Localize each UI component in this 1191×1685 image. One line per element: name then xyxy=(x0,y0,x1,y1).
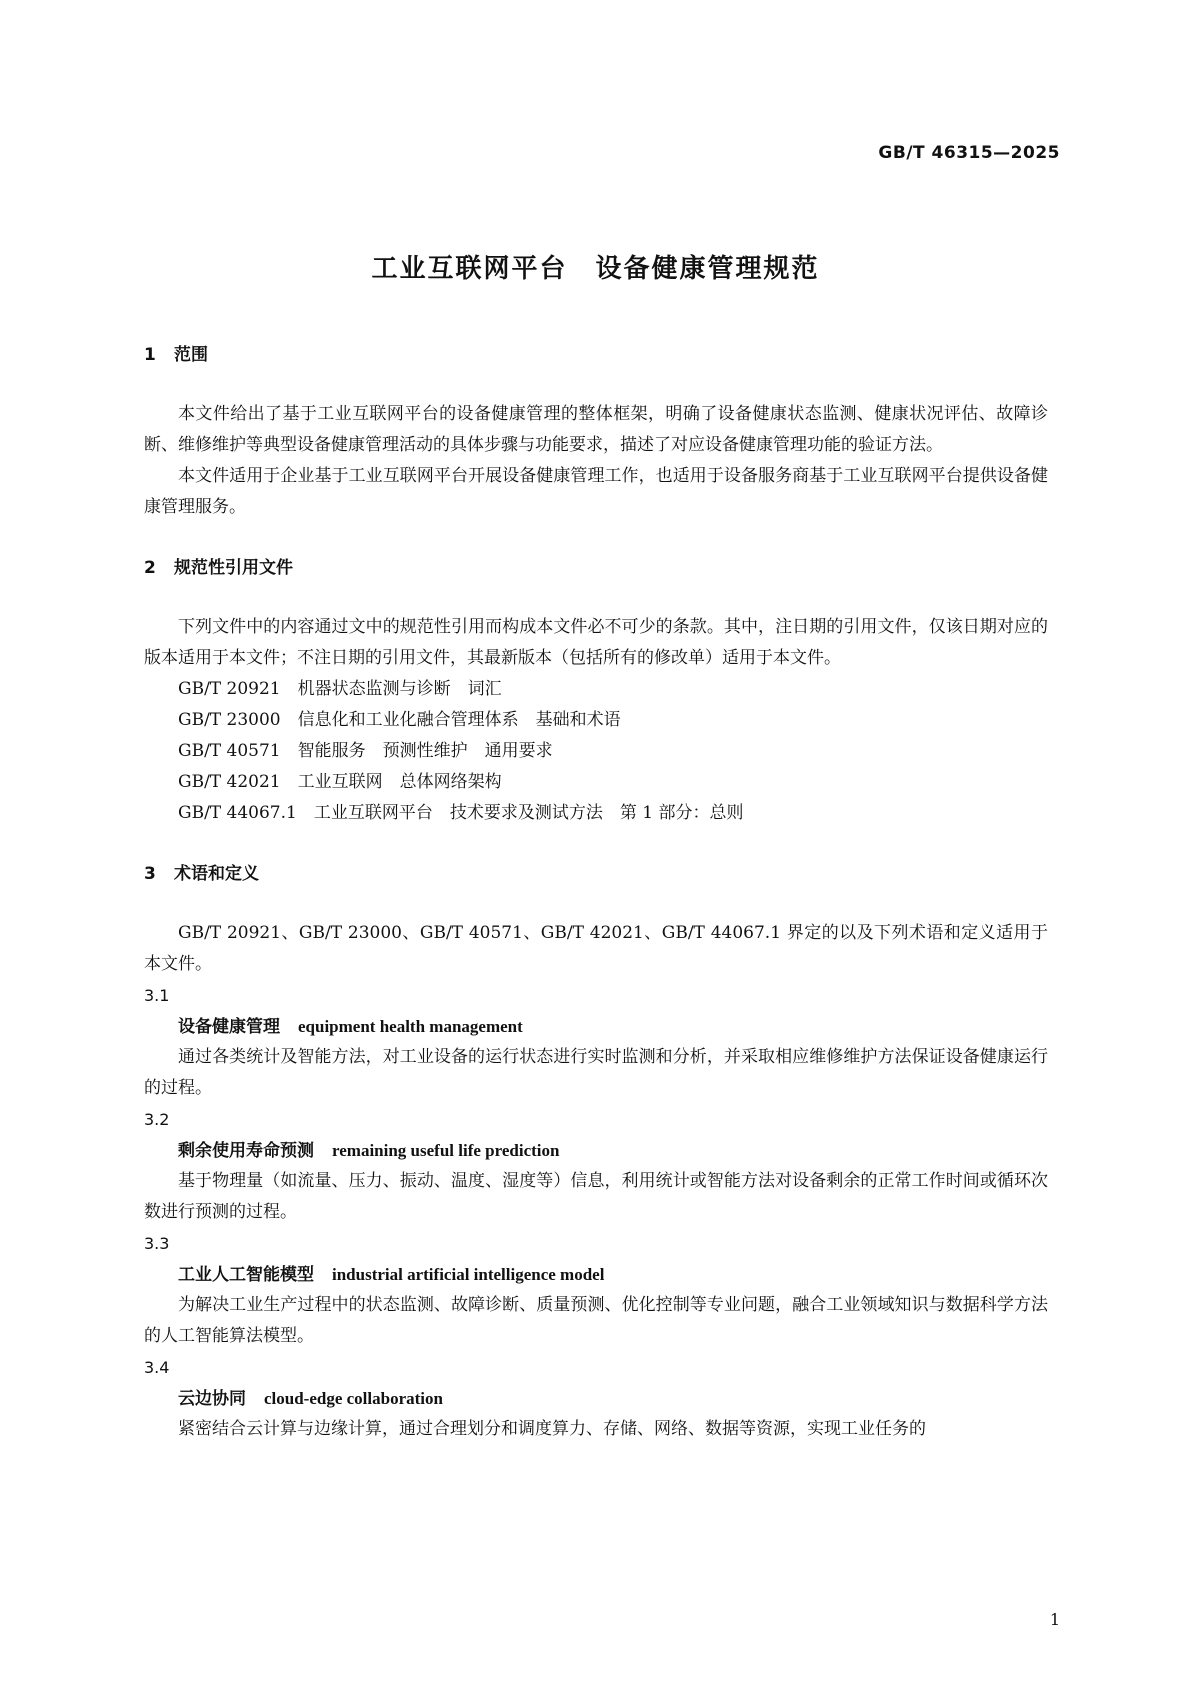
reference-item: GB/T 20921 机器状态监测与诊断 词汇 xyxy=(178,679,502,699)
term-name-en: industrial artificial intelligence model xyxy=(332,1265,605,1284)
term-name-en: cloud-edge collaboration xyxy=(264,1389,443,1408)
term-definition: 为解决工业生产过程中的状态监测、故障诊断、质量预测、优化控制等专业问题，融合工业领域知识与数据科学方法的人工智能算法模型。 xyxy=(144,1295,1048,1346)
scope-paragraph: 本文件给出了基于工业互联网平台的设备健康管理的整体框架，明确了设备健康状态监测、健康状况评估、故障诊断、维修维护等典型设备健康管理活动的具体步骤与功能要求，描述了对应设备健康管理功能的验证方法。 xyxy=(144,404,1048,455)
page-number: 1 xyxy=(1049,1610,1060,1629)
term-number: 3.1 xyxy=(144,986,170,1005)
section-heading-terms-definitions xyxy=(144,859,1048,890)
section-number: 2 xyxy=(144,558,156,578)
term-number: 3.2 xyxy=(144,1110,170,1129)
term-name-zh: 剩余使用寿命预测 xyxy=(178,1141,314,1161)
term-name-zh: 设备健康管理 xyxy=(178,1017,280,1037)
term-definition: 基于物理量（如流量、压力、振动、温度、湿度等）信息，利用统计或智能方法对设备剩余的正常工作时间或循环次数进行预测的过程。 xyxy=(144,1171,1048,1222)
document-body xyxy=(144,340,1048,1445)
document-id: GB/T 46315—2025 xyxy=(878,143,1060,163)
references-intro-paragraph: 下列文件中的内容通过文中的规范性引用而构成本文件必不可少的条款。其中，注日期的引用文件，仅该日期对应的版本适用于本文件；不注日期的引用文件，其最新版本（包括所有的修改单）适用于本文件。 xyxy=(144,617,1048,668)
term-number: 3.3 xyxy=(144,1234,170,1253)
term-name xyxy=(144,1259,1048,1290)
term-definition: 通过各类统计及智能方法，对工业设备的运行状态进行实时监测和分析，并采取相应维修维护方法保证设备健康运行的过程。 xyxy=(144,1047,1048,1098)
term-name-zh: 云边协同 xyxy=(178,1389,246,1409)
term-name xyxy=(144,1135,1048,1166)
document-title: 工业互联网平台 设备健康管理规范 xyxy=(371,254,820,284)
reference-item: GB/T 44067.1 工业互联网平台 技术要求及测试方法 第 1 部分：总则 xyxy=(178,803,744,823)
reference-item: GB/T 42021 工业互联网 总体网络架构 xyxy=(178,772,502,792)
section-title: 术语和定义 xyxy=(174,864,259,884)
reference-item: GB/T 23000 信息化和工业化融合管理体系 基础和术语 xyxy=(178,710,621,730)
term-number: 3.4 xyxy=(144,1358,170,1377)
term-name-zh: 工业人工智能模型 xyxy=(178,1265,314,1285)
section-heading-normative-references xyxy=(144,553,1048,584)
section-heading-scope xyxy=(144,340,1048,371)
terms-intro-paragraph: GB/T 20921、GB/T 23000、GB/T 40571、GB/T 42021、GB/T 44067.1 界定的以及下列术语和定义适用于本文件。 xyxy=(144,923,1048,974)
term-definition: 紧密结合云计算与边缘计算，通过合理划分和调度算力、存储、网络、数据等资源，实现工业任务的 xyxy=(178,1419,926,1439)
section-title: 范围 xyxy=(174,345,208,365)
term-name xyxy=(144,1011,1048,1042)
section-title: 规范性引用文件 xyxy=(174,558,293,578)
scope-paragraph: 本文件适用于企业基于工业互联网平台开展设备健康管理工作，也适用于设备服务商基于工业互联网平台提供设备健康管理服务。 xyxy=(144,466,1048,517)
term-name xyxy=(144,1383,1048,1414)
reference-item: GB/T 40571 智能服务 预测性维护 通用要求 xyxy=(178,741,553,761)
section-number: 1 xyxy=(144,345,156,365)
term-name-en: equipment health management xyxy=(298,1017,523,1036)
term-name-en: remaining useful life prediction xyxy=(332,1141,560,1160)
section-number: 3 xyxy=(144,864,156,884)
